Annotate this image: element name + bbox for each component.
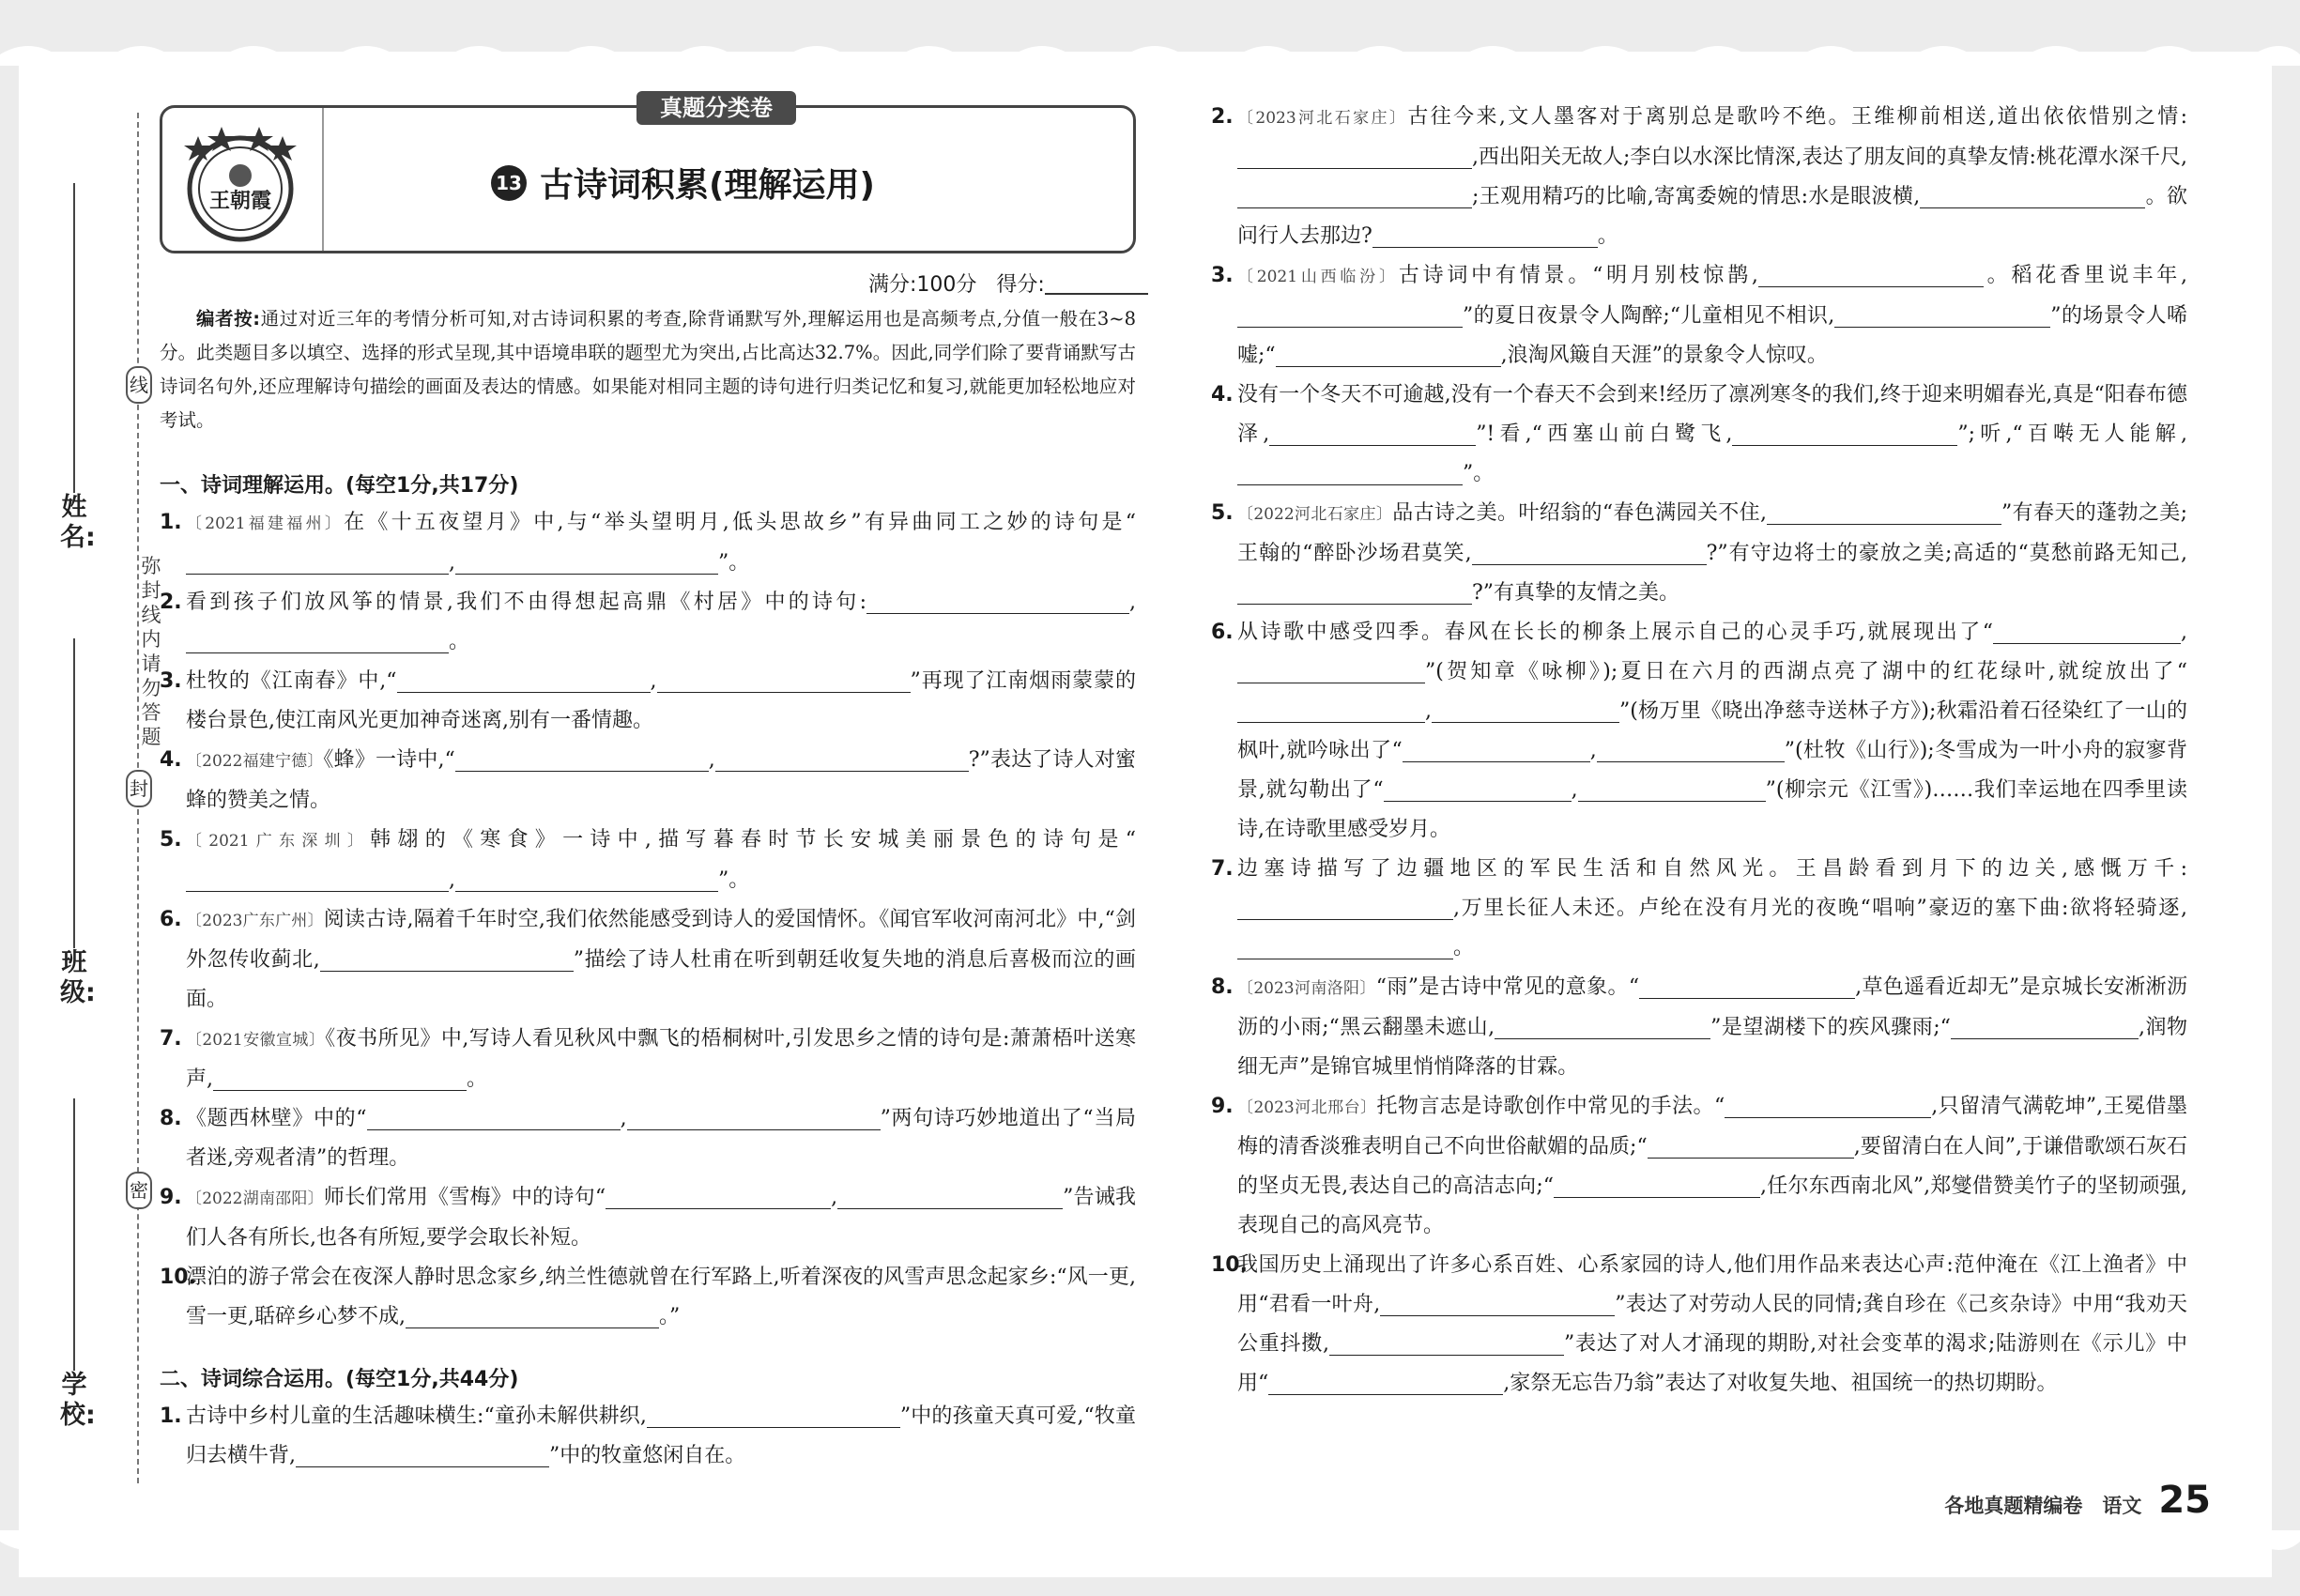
seal-glyph-seal: 封 [126, 770, 152, 807]
header-divider [322, 108, 324, 251]
editor-note-lead: 编者按: [196, 308, 261, 330]
page-footer [1944, 1479, 2211, 1522]
answer-blank[interactable] [213, 1066, 467, 1091]
answer-blank[interactable] [1329, 1330, 1564, 1356]
score-line [868, 269, 1148, 298]
answer-blank[interactable] [186, 628, 449, 653]
answer-blank[interactable] [1758, 262, 1984, 287]
answer-blank[interactable] [455, 867, 718, 892]
answer-blank[interactable] [1237, 144, 1472, 169]
score-blank[interactable] [1045, 274, 1148, 295]
answer-blank[interactable] [1920, 183, 2145, 208]
title-text: 古诗词积累(理解运用) [540, 166, 875, 205]
question: 2. 看到孩子们放风筝的情景,我们不由得想起高鼎《村居》中的诗句: ,。 [160, 591, 1136, 653]
title-number-badge: 13 [491, 165, 527, 201]
question: 4. 〔2022福建宁德〕《蜂》一诗中,“ , ?”表达了诗人对蜜蜂的赞美之情。 [160, 748, 1136, 812]
answer-blank[interactable] [1834, 302, 2050, 328]
question: 5. 〔2022河北石家庄〕品古诗之美。叶绍翁的“春色满园关不住, ”有春天的蓬勃之美;王翰的“醉卧沙场君莫笑, ?”有守边将士的豪放之美;高适的“莫愁前路无知己,?”有真挚的友情之美。 [1211, 501, 2188, 605]
question: 6. 〔2023广东广州〕阅读古诗,隔着千年时空,我们依然能感受到诗人的爱国情怀。《闻官军收河南河北》中,“剑外忽传收蓟北, ”描绘了诗人杜甫在听到朝廷收复失地的消息后喜极而泣的画面。 [160, 908, 1137, 1011]
answer-blank[interactable] [1993, 619, 2181, 644]
answer-blank[interactable] [455, 746, 709, 772]
question: 8. 〔2023河南洛阳〕“雨”是古诗中常见的意象。“ ,草色遥看近却无”是京城长安淅淅沥沥的小雨;“黑云翻墨未遮山, ”是望湖楼下的疾风骤雨;“ ,润物细无声”是锦官城里悄悄降落的甘霖。 [1211, 975, 2188, 1079]
answer-blank[interactable] [1432, 698, 1619, 723]
seal-glyph-secret: 密 [126, 1172, 152, 1209]
answer-blank[interactable] [657, 668, 911, 693]
answer-blank[interactable] [1951, 1014, 2139, 1039]
answer-blank[interactable] [1725, 1093, 1931, 1118]
school-field-line[interactable] [73, 1098, 75, 1371]
answer-blank[interactable] [1648, 1133, 1854, 1159]
paper-bottom-edge [0, 1530, 2300, 1596]
question: 1. 〔2021福建福州〕在《十五夜望月》中,与“举头望明月,低头思故乡”有异曲同工之妙的诗句是“, ”。 [160, 511, 1137, 575]
section1-title: 一、诗词理解运用。(每空1分,共17分) [160, 474, 519, 498]
answer-blank[interactable] [1767, 499, 2001, 525]
answer-blank[interactable] [186, 867, 449, 892]
editor-note-text: 通过对近三年的考情分析可知,对古诗词积累的考查,除背诵默写外,理解运用也是高频考点,分值一般在3~8分。此类题目多以填空、选择的形式呈现,其中语境串联的题型尤为突出,占比高达32.7%。因此,同学们除了要背诵默写古诗词名句外,还应理解诗句描绘的画面及表达的情感。如果能对相同主题的诗句进行归类记忆和复习,就能更加轻松地应对考试。 [160, 308, 1136, 431]
score-label: 得分: [996, 273, 1045, 297]
question: 10. 我国历史上涌现出了许多心系百姓、心系家园的诗人,他们用作品来表达心声:范仲淹在《江上渔者》中用“君看一叶舟, ”表达了对劳动人民的同情;龚自珍在《己亥杂诗》中用“我劝天公重抖擞, ”表达了对人才涌现的期盼,对社会变革的渴求;陆游则在《示儿》中用“ ,家祭无忘告乃翁”表达了对收复失地、祖国统一的热切期盼。 [1211, 1253, 2188, 1395]
answer-blank[interactable] [1380, 1291, 1615, 1316]
class-field[interactable] [60, 638, 101, 1008]
answer-blank[interactable] [1237, 579, 1472, 605]
answer-blank[interactable] [1554, 1173, 1760, 1198]
section2-questions-left [160, 1397, 1136, 1476]
answer-blank[interactable] [296, 1442, 549, 1467]
class-field-line[interactable] [73, 638, 75, 948]
question: 10. 漂泊的游子常会在夜深人静时思念家乡,纳兰性德就曾在行军路上,听着深夜的风雪声思念起家乡:“风一更,雪一更,聒碎乡心梦不成, 。” [160, 1266, 1136, 1328]
answer-blank[interactable] [397, 668, 651, 693]
answer-blank[interactable] [647, 1403, 900, 1428]
answer-blank[interactable] [1495, 1014, 1710, 1039]
answer-blank[interactable] [1268, 1370, 1503, 1395]
answer-blank[interactable] [1237, 934, 1453, 959]
class-label: 班级: [60, 948, 96, 1007]
question: 8. 《题西林壁》中的“ , ”两句诗巧妙地道出了“当局者迷,旁观者清”的哲理。 [160, 1107, 1137, 1170]
section2-questions-right [1211, 98, 2187, 1404]
header-box [160, 95, 1136, 253]
name-field[interactable] [60, 183, 101, 553]
name-label: 姓名: [60, 493, 96, 552]
section1-questions [160, 503, 1136, 1337]
seal-glyph-line: 线 [126, 366, 152, 404]
question: 3. 杜牧的《江南春》中,“ , ”再现了江南烟雨蒙蒙的楼台景色,使江南风光更加神奇迷离,别有一番情趣。 [160, 669, 1136, 732]
answer-blank[interactable] [367, 1105, 621, 1130]
editor-note [160, 302, 1136, 437]
answer-blank[interactable] [627, 1105, 881, 1130]
question: 9. 〔2022湖南邵阳〕师长们常用《雪梅》中的诗句“ , ”告诫我们人各有所长,也各有所短,要学会取长补短。 [160, 1186, 1137, 1250]
logo-text: 王朝霞 [208, 189, 272, 213]
answer-blank[interactable] [455, 549, 718, 575]
answer-blank[interactable] [1237, 302, 1463, 328]
paper-top-edge [0, 0, 2300, 66]
question: 2. 〔2023河北石家庄〕古往今来,文人墨客对于离别总是歌吟不绝。王维柳前相送,道出依依惜别之情:,西出阳关无故人;李白以水深比情深,表达了朋友间的真挚友情:桃花潭水深千尺,;王观用精巧的比喻,寄寓委婉的情思:水是眼波横, 。欲问行人去那边? 。 [1211, 105, 2188, 248]
question: 3. 〔2021山西临汾〕古诗词中有情景。“明月别枝惊鹊, 。稻花香里说丰年,”的夏日夜景令人陶醉;“儿童相见不相识, ”的场景令人唏嘘;“ ,浪淘风簸自天涯”的景象令人惊叹。 [1211, 264, 2188, 367]
full-score: 满分:100分 [868, 273, 977, 297]
answer-blank[interactable] [715, 746, 969, 772]
answer-blank[interactable] [606, 1184, 831, 1209]
binding-strip [47, 113, 169, 1502]
answer-blank[interactable] [837, 1184, 1063, 1209]
answer-blank[interactable] [1403, 737, 1590, 762]
page-title [491, 159, 875, 207]
answer-blank[interactable] [1237, 895, 1453, 920]
answer-blank[interactable] [1597, 737, 1785, 762]
answer-blank[interactable] [320, 946, 574, 972]
page-number: 25 [2158, 1479, 2211, 1522]
brand-logo [179, 121, 301, 243]
answer-blank[interactable] [1732, 421, 1957, 446]
answer-blank[interactable] [866, 589, 1129, 614]
question: 5. 〔2021广东深圳〕韩翃的《寒食》一诗中,描写暮春时节长安城美丽景色的诗句是“, ”。 [160, 828, 1137, 892]
question: 1. 古诗中乡村儿童的生活趣味横生:“童孙未解供耕织, ”中的孩童天真可爱,“牧童归去横牛背, ”中的牧童悠闲自在。 [160, 1404, 1136, 1467]
answer-blank[interactable] [1372, 223, 1598, 248]
answer-blank[interactable] [1578, 776, 1766, 802]
name-field-line[interactable] [73, 183, 75, 493]
category-tab: 真题分类卷 [636, 91, 796, 125]
answer-blank[interactable] [1237, 183, 1472, 208]
answer-blank[interactable] [1639, 974, 1855, 999]
question: 4. 没有一个冬天不可逾越,没有一个春天不会到来!经历了凛冽寒冬的我们,终于迎来明媚春光,真是“阳春布德泽, ”!看,“西塞山前白鹭飞, ”;听,“百啭无人能解,”。 [1211, 383, 2187, 485]
school-label: 学校: [60, 1371, 96, 1430]
school-field[interactable] [60, 1098, 101, 1431]
answer-blank[interactable] [186, 549, 449, 575]
answer-blank[interactable] [1269, 421, 1476, 446]
seal-note: 弥封线内请勿答题 [141, 555, 161, 748]
section2-title: 二、诗词综合运用。(每空1分,共44分) [160, 1368, 519, 1391]
answer-blank[interactable] [1237, 460, 1463, 485]
question: 9. 〔2023河北邢台〕托物言志是诗歌创作中常见的手法。“ ,只留清气满乾坤”,王冕借墨梅的清香淡雅表明自己不向世俗献媚的品质;“ ,要留清白在人间”,于谦借歌颂石灰石的坚贞无畏,表达自己的高洁志向;“ ,任尔东西南北风”,郑燮借赞美竹子的坚韧顽强,表现自己的高风亮节。 [1211, 1095, 2188, 1237]
answer-blank[interactable] [1384, 776, 1572, 802]
answer-blank[interactable] [1237, 698, 1425, 723]
question: 7. 〔2021安徽宣城〕《夜书所见》中,写诗人看见秋风中飘飞的梧桐树叶,引发思乡之情的诗句是:萧萧梧叶送寒声, 。 [160, 1027, 1136, 1091]
answer-blank[interactable] [1237, 658, 1425, 683]
question: 7. 边塞诗描写了边疆地区的军民生活和自然风光。王昌龄看到月下的边关,感慨万千:,万里长征人未还。卢纶在没有月光的夜晚“唱响”豪迈的塞下曲:欲将轻骑逐,。 [1211, 857, 2187, 959]
question: 6. 从诗歌中感受四季。春风在长长的柳条上展示自己的心灵手巧,就展现出了“ ,”(贺知章《咏柳》);夏日在六月的西湖点亮了湖中的红花绿叶,就绽放出了“, ”(杨万里《晓出净慈寺送林子方》);秋霜沿着石径染红了一山的枫叶,就吟咏出了“ , ”(杜牧《山行》);冬雪成为一叶小舟的寂寥背景,就勾勒出了“ , ”(柳宗元《江雪》)……我们幸运地在四季里读诗,在诗歌里感受岁月。 [1211, 621, 2187, 841]
answer-blank[interactable] [406, 1303, 659, 1328]
answer-blank[interactable] [1472, 540, 1707, 565]
footer-text: 各地真题精编卷 语文 [1944, 1495, 2142, 1517]
answer-blank[interactable] [1276, 342, 1501, 367]
